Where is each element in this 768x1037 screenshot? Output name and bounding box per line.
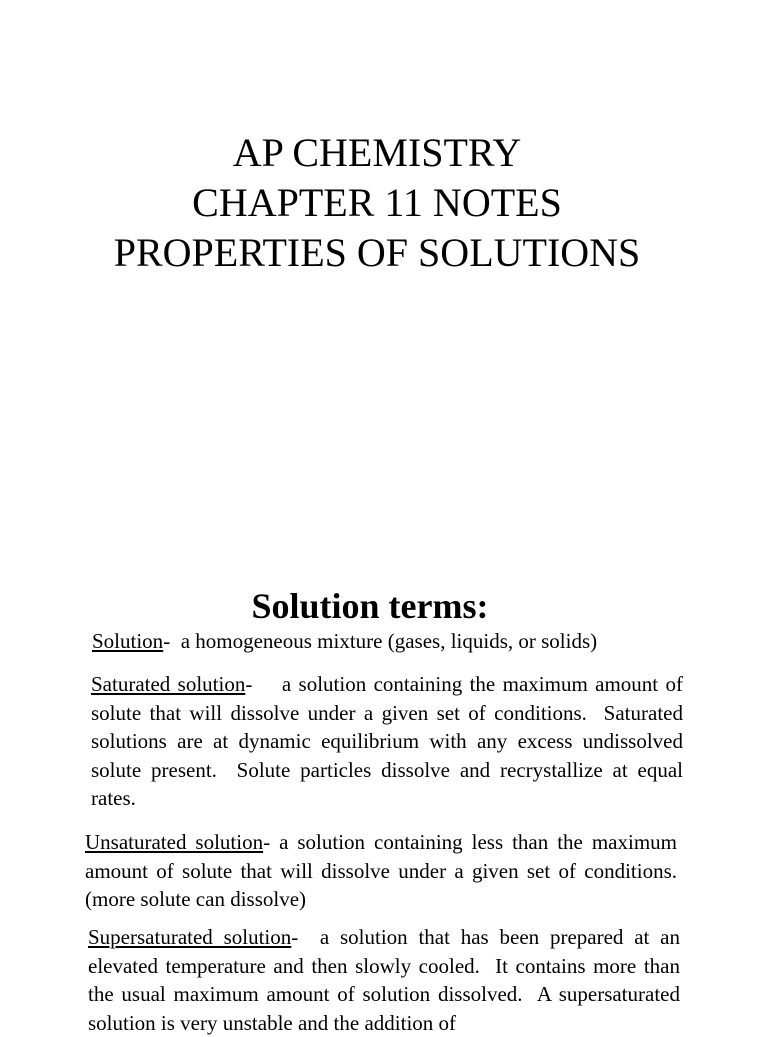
section-heading: Solution terms:	[251, 586, 489, 626]
term-definition: a solution containing the maximum amount of solute that will dissolve under a given set of conditions. Saturated solutions are at dynamic equilibrium with any excess undissolved solute present. Solute particles dissolve and recrystallize at equal rates.	[91, 672, 689, 811]
term-definition: a solution that has been prepared at an elevated temperature and then slowly cooled. It contains more than the usual maximum amount of solution dissolved. A supersaturated solution is very unstable and the addition of	[88, 925, 686, 1035]
term-definition: a solution containing less than the maximum amount of solute that will dissolve under a given set of conditions. (more solute can dissolve)	[85, 830, 688, 912]
title-line-chapter: CHAPTER 11 NOTES	[192, 180, 562, 225]
term-name: Solution	[92, 629, 164, 653]
term-name: Unsaturated solution	[85, 830, 264, 854]
term-separator: -	[291, 925, 320, 949]
term-separator: -	[263, 830, 280, 854]
term-supersaturated-solution	[88, 923, 686, 1037]
term-name: Supersaturated solution	[88, 925, 292, 949]
term-solution	[92, 627, 672, 656]
title-line-course: AP CHEMISTRY	[232, 130, 522, 175]
term-separator: -	[245, 672, 282, 696]
term-name: Saturated solution	[91, 672, 246, 696]
term-separator: -	[163, 629, 181, 653]
document-title	[0, 128, 754, 278]
term-saturated-solution	[91, 670, 689, 813]
term-unsaturated-solution	[85, 828, 688, 914]
term-definition: a homogeneous mixture (gases, liquids, or solids)	[180, 629, 598, 653]
title-line-topic: PROPERTIES OF SOLUTIONS	[113, 230, 641, 275]
